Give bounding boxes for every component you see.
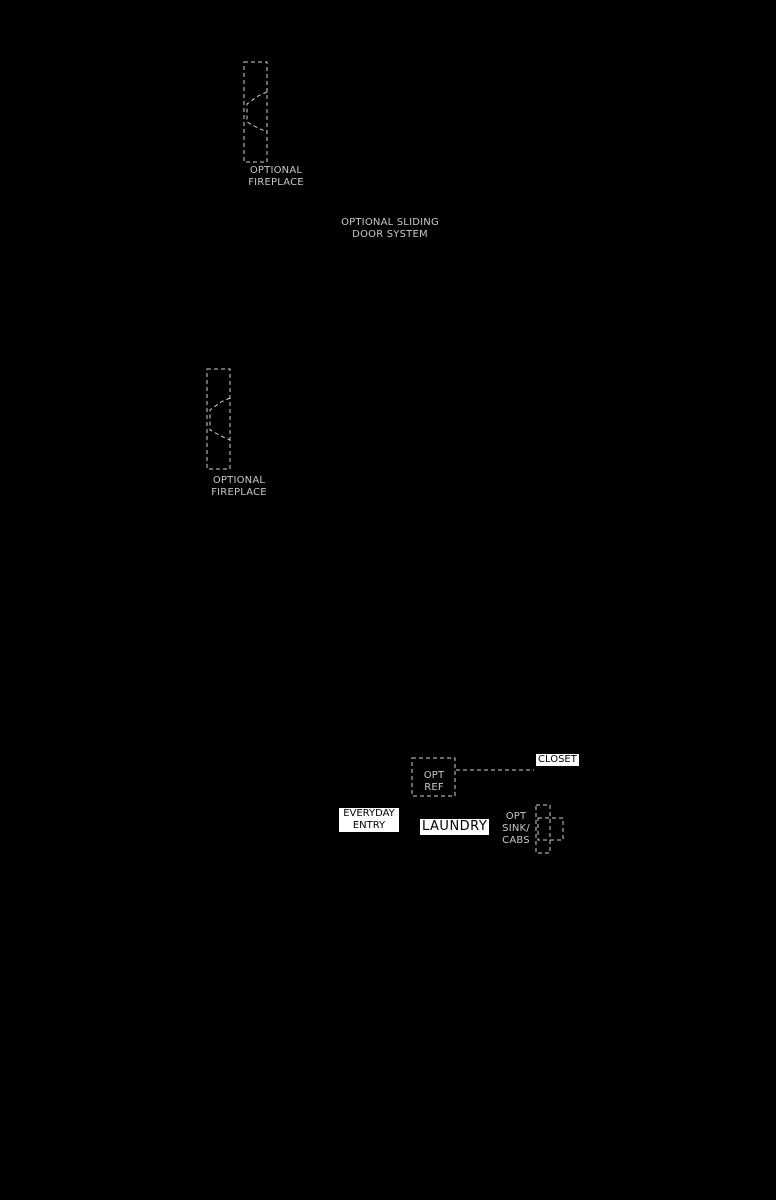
everyday-entry-label: EVERYDAY ENTRY: [339, 808, 399, 832]
fireplace-icon: [207, 369, 230, 469]
fireplace-label-lower: OPTIONAL FIREPLACE: [211, 475, 267, 498]
closet-label: CLOSET: [538, 754, 577, 765]
opt-ref-label: OPT REF: [423, 770, 445, 793]
fireplace-label-upper: OPTIONAL FIREPLACE: [248, 165, 304, 188]
sink-icon: [536, 805, 563, 853]
sliding-door-label: OPTIONAL SLIDING DOOR SYSTEM: [341, 217, 439, 240]
fireplace-icon: [244, 62, 267, 162]
opt-sink-cabs-label: OPT SINK/ CABS: [502, 811, 530, 846]
laundry-label: LAUNDRY: [422, 819, 488, 834]
